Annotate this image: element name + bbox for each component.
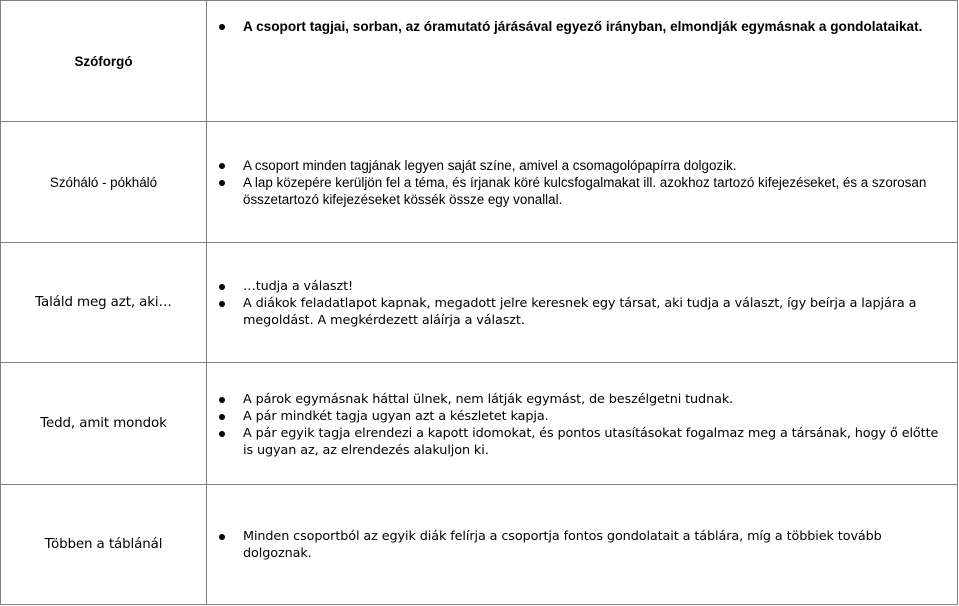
bullet-icon bbox=[219, 24, 225, 30]
bullet-list bbox=[219, 157, 945, 208]
list-item-text: A lap közepére kerüljön fel a téma, és írjanak köré kulcsfogalmakat ill. azokhoz tartozó kifejezéseket, és a szorosan összetartozó kifejezéseket kössék össze egy vonallal. bbox=[243, 175, 927, 207]
method-name-cell bbox=[1, 363, 207, 485]
list-item-text: A pár egyik tagja elrendezi a kapott idomokat, és pontos utasításokat fogalmaz meg a társának, hogy ő előtte is ugyan az, az elrendezés alakuljon ki. bbox=[243, 426, 939, 458]
bullet-icon bbox=[219, 301, 225, 307]
list-item-text: A pár mindkét tagja ugyan azt a készletet kapja. bbox=[243, 409, 549, 424]
list-item bbox=[219, 391, 945, 408]
list-item bbox=[219, 408, 945, 425]
list-item-text: A párok egymásnak háttal ülnek, nem látják egymást, de beszélgetni tudnak. bbox=[243, 392, 734, 407]
table-row bbox=[1, 485, 958, 605]
method-description-cell bbox=[207, 243, 958, 363]
list-item bbox=[219, 278, 945, 295]
bullet-icon bbox=[219, 431, 225, 437]
method-name: Találd meg azt, aki… bbox=[35, 295, 172, 310]
list-item bbox=[219, 295, 945, 329]
bullet-icon bbox=[219, 397, 225, 403]
bullet-list bbox=[219, 18, 945, 35]
list-item bbox=[219, 528, 945, 562]
table-row bbox=[1, 243, 958, 363]
table-row bbox=[1, 1, 958, 122]
method-name-cell bbox=[1, 122, 207, 243]
method-description-cell bbox=[207, 1, 958, 122]
bullet-icon bbox=[219, 180, 225, 186]
list-item-text: …tudja a választ! bbox=[243, 279, 354, 294]
bullet-icon bbox=[219, 163, 225, 169]
bullet-icon bbox=[219, 284, 225, 290]
list-item-text: A csoport minden tagjának legyen saját színe, amivel a csomagolópapírra dolgozik. bbox=[243, 158, 737, 173]
bullet-icon bbox=[219, 414, 225, 420]
method-name-cell bbox=[1, 243, 207, 363]
method-name-cell bbox=[1, 485, 207, 605]
list-item bbox=[219, 174, 945, 208]
list-item bbox=[219, 425, 945, 459]
list-item bbox=[219, 18, 945, 35]
list-item bbox=[219, 157, 945, 174]
method-name: Szóháló - pókháló bbox=[49, 174, 158, 190]
bullet-list bbox=[219, 278, 945, 329]
bullet-list bbox=[219, 528, 945, 562]
list-item-text: A csoport tagjai, sorban, az óramutató járásával egyező irányban, elmondják egymásnak a gondolataikat. bbox=[243, 19, 923, 34]
bullet-list bbox=[219, 391, 945, 459]
table-row bbox=[1, 363, 958, 485]
list-item-text: Minden csoportból az egyik diák felírja a csoportja fontos gondolatait a táblára, míg a többiek tovább dolgoznak. bbox=[243, 528, 882, 561]
method-name: Többen a táblánál bbox=[44, 537, 163, 552]
method-description-cell bbox=[207, 363, 958, 485]
method-name-cell bbox=[1, 1, 207, 122]
method-name: Tedd, amit mondok bbox=[40, 416, 167, 431]
method-description-cell bbox=[207, 485, 958, 605]
list-item-text: A diákok feladatlapot kapnak, megadott jelre keresnek egy társat, aki tudja a választ, így beírja a lapjára a megoldást. A megkérdezett aláírja a választ. bbox=[243, 296, 917, 328]
bullet-icon bbox=[219, 534, 225, 540]
method-name: Szóforgó bbox=[74, 53, 133, 69]
table-row bbox=[1, 122, 958, 243]
method-description-cell bbox=[207, 122, 958, 243]
